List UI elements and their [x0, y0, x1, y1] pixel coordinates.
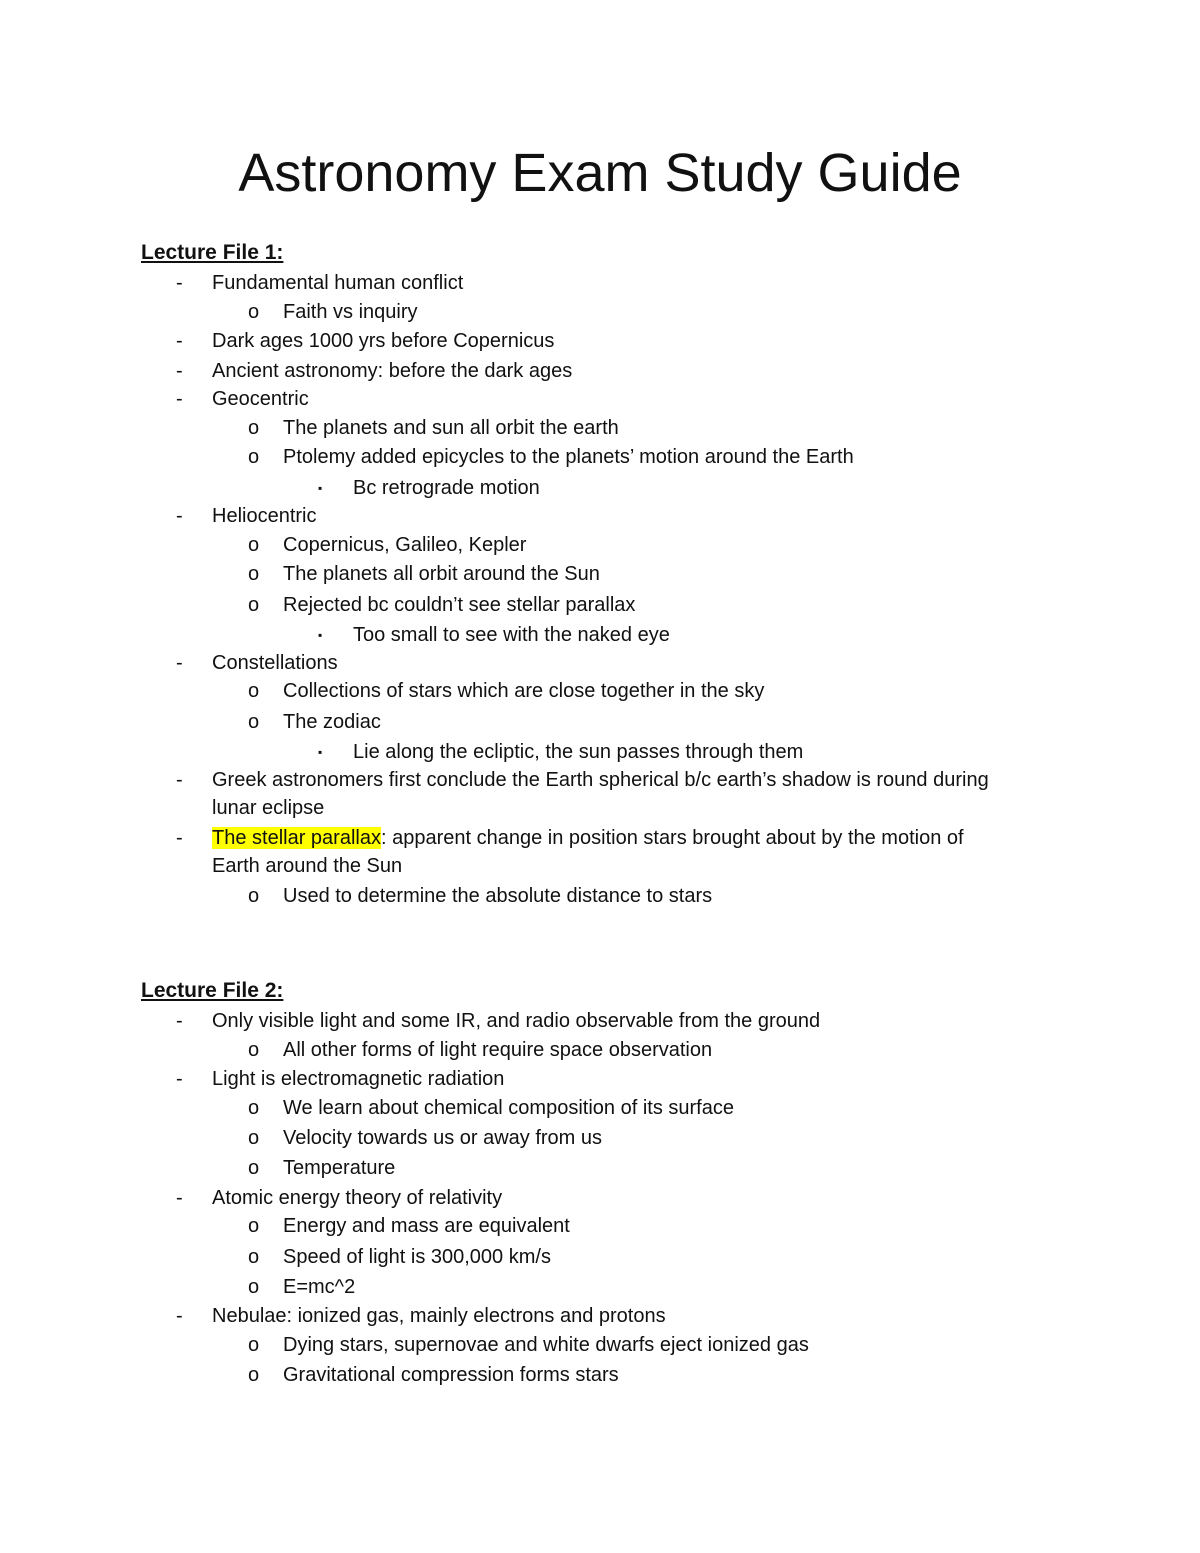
list-item: Only visible light and some IR, and radio observable from the ground: [212, 1010, 821, 1032]
list-item: Rejected bc couldn’t see stellar parallax: [283, 594, 636, 616]
circle-bullet: o: [248, 1039, 260, 1061]
circle-bullet: o: [248, 1157, 260, 1179]
list-item: Speed of light is 300,000 km/s: [283, 1246, 551, 1268]
circle-bullet: o: [248, 1127, 260, 1149]
list-item: The planets and sun all orbit the earth: [283, 417, 619, 439]
list-item: Collections of stars which are close together in the sky: [283, 680, 765, 702]
circle-bullet: o: [248, 1097, 260, 1119]
list-item: Gravitational compression forms stars: [283, 1364, 619, 1386]
circle-bullet: o: [248, 563, 260, 585]
square-bullet: ▪: [318, 628, 323, 642]
list-item: Geocentric: [212, 388, 309, 410]
circle-bullet: o: [248, 1276, 260, 1298]
list-item: Lie along the ecliptic, the sun passes through them: [353, 741, 804, 763]
circle-bullet: o: [248, 1364, 260, 1386]
circle-bullet: o: [248, 301, 260, 323]
list-item: The planets all orbit around the Sun: [283, 563, 600, 585]
list-item: The zodiac: [283, 711, 381, 733]
list-item: Dying stars, supernovae and white dwarfs eject ionized gas: [283, 1334, 809, 1356]
circle-bullet: o: [248, 680, 260, 702]
list-item: Constellations: [212, 652, 338, 674]
lecture-1-heading: Lecture File 1:: [141, 241, 284, 264]
dash-bullet: -: [176, 1010, 183, 1032]
list-item: Faith vs inquiry: [283, 301, 418, 323]
list-item: Ancient astronomy: before the dark ages: [212, 360, 573, 382]
definition-term-group: [212, 824, 964, 853]
list-item: We learn about chemical composition of its surface: [283, 1097, 734, 1119]
dash-bullet: -: [176, 330, 183, 352]
list-item: Fundamental human conflict: [212, 272, 464, 294]
circle-bullet: o: [248, 711, 260, 733]
square-bullet: ▪: [318, 745, 323, 759]
dash-bullet: -: [176, 272, 183, 294]
list-item: Velocity towards us or away from us: [283, 1127, 603, 1149]
list-item: Energy and mass are equivalent: [283, 1215, 570, 1237]
list-item: Too small to see with the naked eye: [353, 624, 670, 646]
definition-text: : apparent change in position stars brought about by the motion of: [380, 827, 964, 849]
circle-bullet: o: [248, 417, 260, 439]
list-item: Light is electromagnetic radiation: [212, 1068, 505, 1090]
list-item: Nebulae: ionized gas, mainly electrons and protons: [212, 1305, 666, 1327]
list-item: Bc retrograde motion: [353, 477, 540, 499]
dash-bullet: -: [176, 505, 183, 527]
list-item: Dark ages 1000 yrs before Copernicus: [212, 330, 555, 352]
dash-bullet: -: [176, 1068, 183, 1090]
list-item-continuation: lunar eclipse: [212, 797, 325, 819]
dash-bullet: -: [176, 1305, 183, 1327]
circle-bullet: o: [248, 534, 260, 556]
circle-bullet: o: [248, 446, 260, 468]
dash-bullet: -: [176, 388, 183, 410]
circle-bullet: o: [248, 594, 260, 616]
square-bullet: ▪: [318, 481, 323, 495]
list-item: Copernicus, Galileo, Kepler: [283, 534, 527, 556]
list-item: E=mc^2: [283, 1276, 356, 1298]
list-item: All other forms of light require space observation: [283, 1039, 713, 1061]
dash-bullet: -: [176, 827, 183, 849]
list-item: Greek astronomers first conclude the Earth spherical b/c earth’s shadow is round during: [212, 769, 989, 791]
circle-bullet: o: [248, 885, 260, 907]
list-item: Heliocentric: [212, 505, 317, 527]
circle-bullet: o: [248, 1215, 260, 1237]
list-item: Atomic energy theory of relativity: [212, 1187, 503, 1209]
circle-bullet: o: [248, 1334, 260, 1356]
list-item: Temperature: [283, 1157, 396, 1179]
definition-line: [212, 824, 1058, 853]
list-item: Used to determine the absolute distance to stars: [283, 885, 713, 907]
circle-bullet: o: [248, 1246, 260, 1268]
dash-bullet: -: [176, 360, 183, 382]
lecture-2-heading: Lecture File 2:: [141, 979, 284, 1002]
list-item: Ptolemy added epicycles to the planets’ motion around the Earth: [283, 446, 854, 468]
dash-bullet: -: [176, 769, 183, 791]
dash-bullet: -: [176, 1187, 183, 1209]
highlighted-term: The stellar parallax: [212, 827, 381, 849]
dash-bullet: -: [176, 652, 183, 674]
list-item-continuation: Earth around the Sun: [212, 855, 403, 877]
document-title: Astronomy Exam Study Guide: [238, 143, 962, 203]
